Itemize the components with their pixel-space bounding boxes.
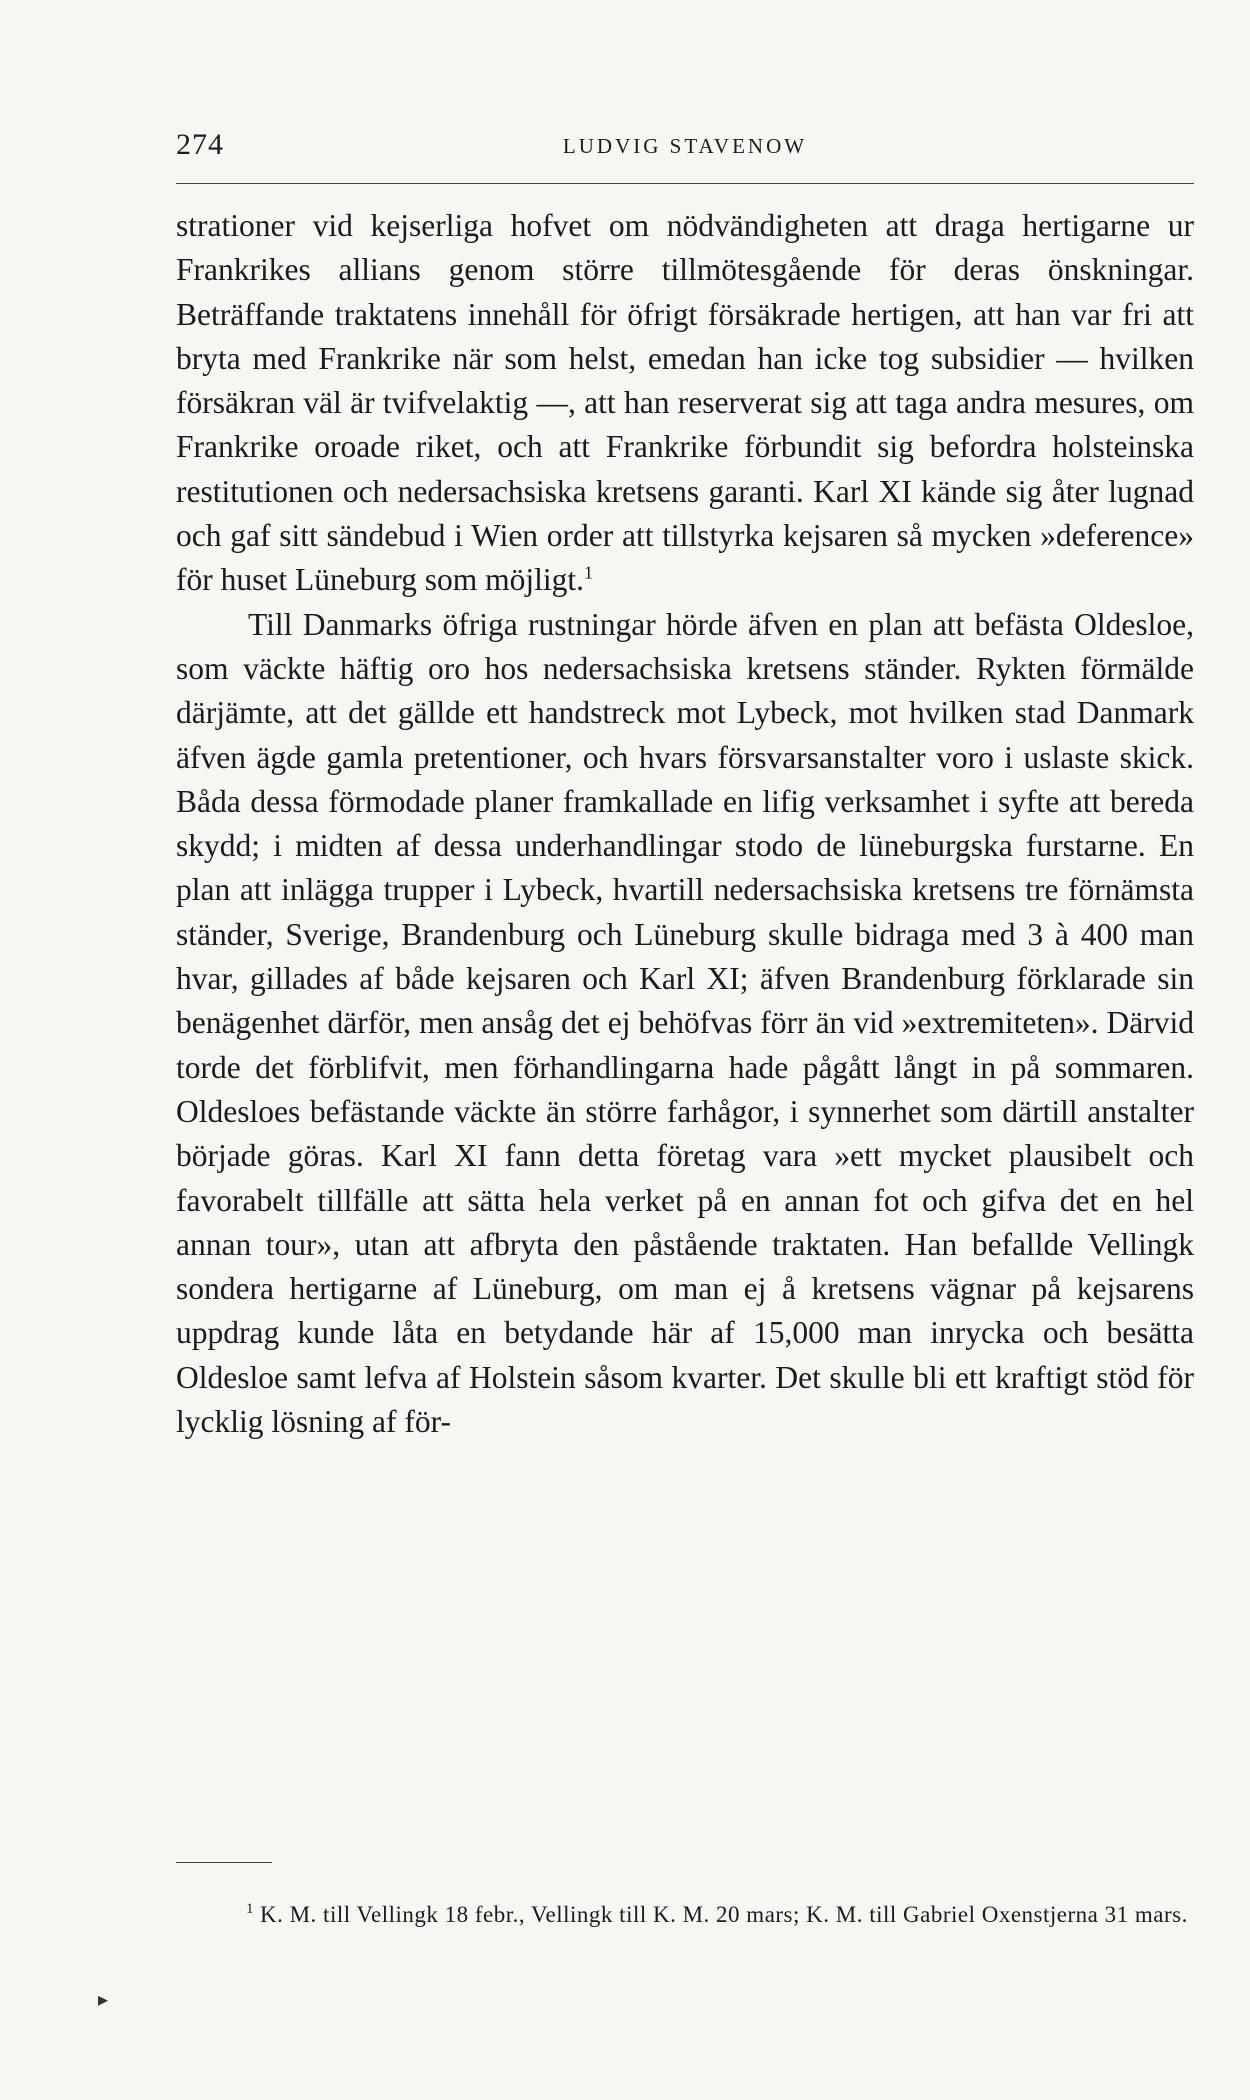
paragraph-2: Till Danmarks öfriga rustningar hörde äfven en plan att befästa Oldesloe, som väckte häftig oro hos nedersachsiska kretsens ständer. Rykten förmälde därjämte, att det gällde ett handstreck mot Lybeck, mot hvilken stad Danmark äfven ägde gamla pretentioner, och hvars försvarsanstalter voro i uslaste skick. Båda dessa förmodade planer framkallade en lifig verksamhet i syfte att bereda skydd; i midten af dessa underhandlingar stodo de lüneburgska furstarne. En plan att inlägga trupper i Lybeck, hvartill nedersachsiska kretsens tre förnämsta ständer, Sverige, Brandenburg och Lüneburg skulle bidraga med 3 à 400 man hvar, gillades af både kejsaren och Karl XI; äfven Brandenburg förklarade sin benägenhet därför, men ansåg det ej behöfvas förr än vid »extremiteten». Därvid torde det förblifvit, men förhandlingarna hade pågått långt in på sommaren. Oldesloes befästande väckte än större farhågor, i synnerhet som därtill anstalter började göras. Karl XI fann detta företag vara »ett mycket plausibelt och favorabelt tillfälle att sätta hela verket på en annan fot och gifva det en hel annan tour», utan att afbryta den påstående traktaten. Han befallde Vellingk sondera hertigarne af Lüneburg, om man ej å kretsens vägnar på kejsarens uppdrag kunde låta en betydande här af 15,000 man inrycka och besätta Oldesloe samt lefva af Holstein såsom kvarter. Det skulle bli ett kraftigt stöd för lycklig lösning af för- xyxy=(176,606,1194,1440)
running-head: LUDVIG STAVENOW xyxy=(562,134,808,158)
corner-arrow-icon: ▸ xyxy=(98,1989,109,2011)
header-rule xyxy=(176,183,1194,184)
paragraph-1-text: strationer vid kejserliga hofvet om nödvändigheten att draga hertigarne ur Frankrikes allians genom större tillmötesgående för deras önskningar. Beträffande traktatens innehåll för öfrigt försäkrade hertigen, att han var fri att bryta med Frankrike när som helst, emedan han icke tog subsidier — hvilken försäkran väl är tvifvelaktig —, att han reserverat sig att taga andra mesures, om Frankrike oroade riket, och att Frankrike förbundit sig befordra holsteinska restitutionen och nedersachsiska kretsens garanti. Karl XI kände sig åter lugnad och gaf sitt sändebud i Wien order att tillstyrka kejsaren så mycken »deference» för huset Lüneburg som möjligt. xyxy=(176,208,1194,598)
paragraph-1 xyxy=(176,204,1194,603)
footnote xyxy=(176,1900,1194,1930)
page-number: 274 xyxy=(176,128,224,161)
footnote-mark: 1 xyxy=(246,1901,254,1918)
footnote-reference: 1 xyxy=(584,562,594,583)
page-header xyxy=(176,128,1194,168)
footnote-text: K. M. till Vellingk 18 febr., Vellingk till K. M. 20 mars; K. M. till Gabriel Oxenstjerna 31 mars. xyxy=(260,1902,1188,1927)
body-text xyxy=(176,204,1194,1444)
footnote-rule xyxy=(176,1862,272,1863)
